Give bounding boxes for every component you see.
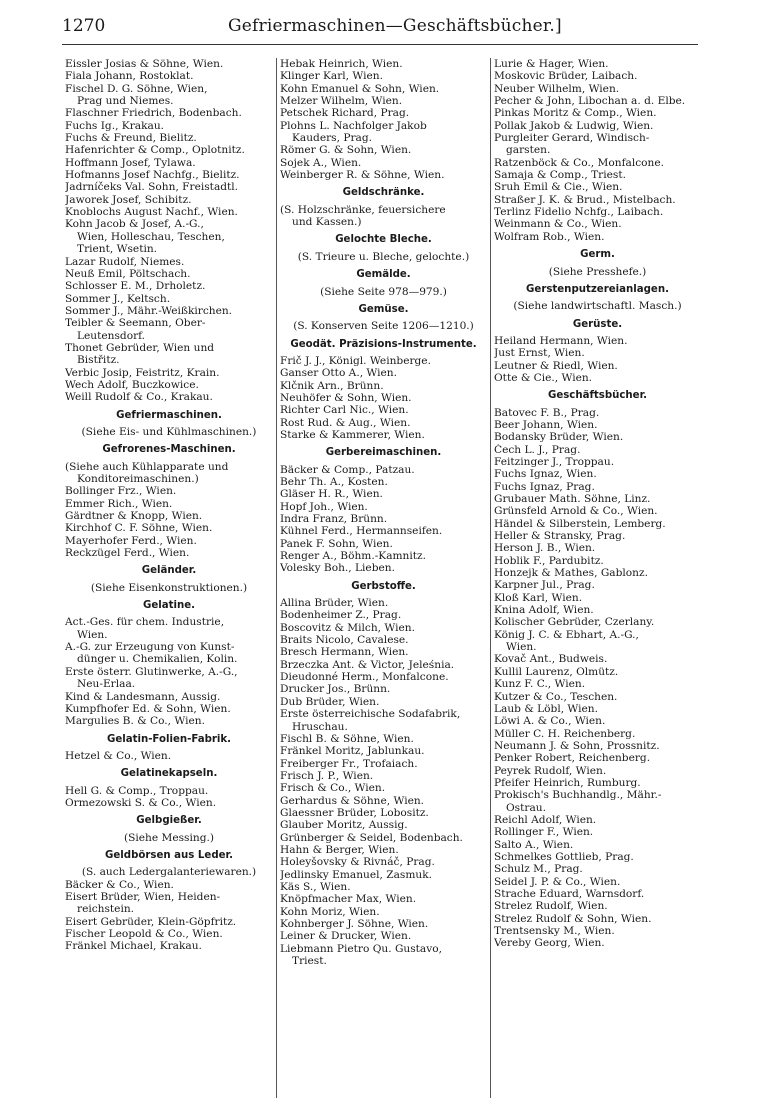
directory-entry: Pollak Jakob & Ludwig, Wien. xyxy=(494,119,654,132)
directory-entry: Just Ernst, Wien. xyxy=(494,347,585,360)
directory-entry: Schulz M., Prag. xyxy=(494,863,583,876)
entry-continuation: Prag und Niemes. xyxy=(77,95,174,108)
directory-entry: Schlosser E. M., Drholetz. xyxy=(65,280,206,293)
directory-entry: Leiner & Drucker, Wien. xyxy=(280,930,412,943)
directory-entry: Kirchhof C. F. Söhne, Wien. xyxy=(65,522,213,535)
directory-entry: Lazar Rudolf, Niemes. xyxy=(65,255,185,268)
directory-entry: Kolischer Gebrüder, Czerlany. xyxy=(494,616,655,629)
directory-entry: Moskovic Brüder, Laibach. xyxy=(494,70,638,83)
header-rule xyxy=(62,44,698,45)
directory-entry: Seidel J. P. & Co., Wien. xyxy=(494,875,621,888)
directory-entry: Knöpfmacher Max, Wien. xyxy=(280,893,417,906)
cross-reference-note: (Siehe Eis- und Kühlmaschinen.) xyxy=(81,425,257,438)
directory-entry: Jedlinsky Emanuel, Zasmuk. xyxy=(280,868,433,881)
directory-entry: Teibler & Seemann, Ober- xyxy=(65,317,206,330)
directory-entry: Bollinger Frz., Wien. xyxy=(65,485,177,498)
directory-entry: Grubauer Math. Söhne, Linz. xyxy=(494,493,651,505)
column-2 xyxy=(276,58,490,1098)
directory-entry: Pfeifer Heinrich, Rumburg. xyxy=(494,776,641,789)
directory-entry: Melzer Wilhelm, Wien. xyxy=(280,95,403,108)
directory-entry: Heiland Hermann, Wien. xyxy=(494,334,628,347)
directory-entry: Kühnel Ferd., Hermannseifen. xyxy=(280,525,443,538)
directory-entry: (S. Holzschränke, feuersichere xyxy=(280,203,446,216)
section-heading: Gefriermaschinen. xyxy=(116,409,222,421)
directory-entry: Hetzel & Co., Wien. xyxy=(65,749,172,762)
directory-entry: Hoffmann Josef, Tylawa. xyxy=(65,156,196,169)
directory-entry: Fischer Leopold & Co., Wien. xyxy=(65,928,223,940)
directory-entry: Rollinger F., Wien. xyxy=(494,826,594,839)
directory-entry: Kumpfhofer Ed. & Sohn, Wien. xyxy=(65,702,231,715)
directory-entry: Kovač Ant., Budweis. xyxy=(494,653,608,666)
directory-entry: Gärdtner & Knopp, Wien. xyxy=(65,510,203,523)
directory-entry: Fuchs Ig., Krakau. xyxy=(65,119,165,132)
directory-entry: Hoblik F., Pardubitz. xyxy=(494,554,604,567)
directory-entry: Heller & Stransky, Prag. xyxy=(494,530,626,543)
directory-entry: Beer Johann, Wien. xyxy=(494,418,598,431)
directory-entry: Fuchs Ignaz, Prag. xyxy=(494,480,595,493)
directory-entry: Jaworek Josef, Schibitz. xyxy=(65,193,192,206)
directory-entry: (Siehe auch Kühlapparate und xyxy=(65,460,229,473)
cross-reference-note: (Siehe Seite 978—979.) xyxy=(320,285,447,298)
directory-entry: Wech Adolf, Buczkowice. xyxy=(65,378,199,391)
directory-entry: Frič J. J., Königl. Weinberge. xyxy=(280,354,431,367)
directory-entry: Čech L. J., Prag. xyxy=(494,443,581,456)
directory-entry: Kutzer & Co., Teschen. xyxy=(494,690,618,703)
cross-reference-note: (Siehe Presshefe.) xyxy=(548,265,647,278)
directory-entry: Grünberger & Seidel, Bodenbach. xyxy=(280,831,463,844)
directory-entry: Reckzügel Ferd., Wien. xyxy=(65,547,190,560)
directory-entry: Ormezowski S. & Co., Wien. xyxy=(65,796,217,809)
column-1 xyxy=(62,58,276,1098)
directory-entry: Erste österr. Glutinwerke, A.-G., xyxy=(65,665,238,678)
directory-entry: Eisert Brüder, Wien, Heiden- xyxy=(65,890,221,903)
section-heading: Gelochte Bleche. xyxy=(335,234,432,246)
section-heading: Geschäftsbücher. xyxy=(547,390,648,402)
directory-entry: Bresch Hermann, Wien. xyxy=(280,646,409,659)
directory-entry: Vereby Georg, Wien. xyxy=(494,937,605,950)
directory-entry: Volesky Boh., Lieben. xyxy=(280,562,395,575)
section-heading: Gerüste. xyxy=(572,318,623,330)
directory-entry: Hell G. & Comp., Troppau. xyxy=(65,784,209,797)
directory-entry: Müller C. H. Reichenberg. xyxy=(494,727,636,740)
entry-continuation: und Kassen.) xyxy=(292,216,362,229)
cross-reference-note: (Siehe Eisenkonstruktionen.) xyxy=(90,581,248,594)
directory-entry: Eissler Josias & Söhne, Wien. xyxy=(65,58,224,70)
directory-entry: Fränkel Moritz, Jablunkau. xyxy=(280,745,425,758)
directory-entry: Glauber Moritz, Aussig. xyxy=(280,819,408,832)
directory-entry: Gerhardus & Söhne, Wien. xyxy=(280,794,425,807)
directory-entry: Batovec F. B., Prag. xyxy=(494,406,600,419)
directory-entry: Purgleiter Gerard, Windisch- xyxy=(494,132,650,145)
entry-continuation: Kauders, Prag. xyxy=(292,132,372,145)
directory-entry: Kohn Jacob & Josef, A.-G., xyxy=(65,218,204,231)
directory-entry: Händel & Silberstein, Lemberg. xyxy=(494,517,666,530)
running-head: Gefriermaschinen—Geschäftsbücher.] xyxy=(228,16,562,36)
directory-entry: Bäcker & Comp., Patzau. xyxy=(280,463,415,476)
directory-entry: Holeyšovsky & Rivnáč, Prag. xyxy=(280,856,435,869)
entry-continuation: Wien. xyxy=(77,628,108,641)
directory-entry: Dub Brüder, Wien. xyxy=(280,695,380,708)
directory-entry: Act.-Ges. für chem. Industrie, xyxy=(65,616,225,629)
directory-entry: Hofmanns Josef Nachfg., Bielitz. xyxy=(65,169,240,182)
directory-entry: Frisch & Co., Wien. xyxy=(280,782,386,795)
directory-entry: Flaschner Friedrich, Bodenbach. xyxy=(65,107,242,120)
cross-reference-note: (Siehe landwirtschaftl. Masch.) xyxy=(513,300,682,313)
directory-entry: Otte & Cie., Wien. xyxy=(494,371,593,384)
section-heading: Geldbörsen aus Leder. xyxy=(105,849,233,861)
directory-entry: Penker Robert, Reichenberg. xyxy=(494,752,651,765)
directory-entry: Strache Eduard, Warnsdorf. xyxy=(494,888,645,900)
directory-entry: Allina Brüder, Wien. xyxy=(280,597,389,610)
directory-entry: Sojek A., Wien. xyxy=(280,156,362,169)
directory-entry: Trentsensky M., Wien. xyxy=(494,925,615,938)
directory-entry: Lurie & Hager, Wien. xyxy=(494,58,609,70)
directory-entry: Hafenrichter & Comp., Oplotnitz. xyxy=(65,144,245,157)
directory-entry: Dieudonné Herm., Monfalcone. xyxy=(280,671,449,684)
directory-entry: Samaja & Comp., Triest. xyxy=(494,169,626,182)
directory-entry: Römer G. & Sohn, Wien. xyxy=(280,144,412,157)
directory-entry: Fränkel Michael, Krakau. xyxy=(65,940,202,953)
directory-entry: Kullil Laurenz, Olmütz. xyxy=(494,665,619,678)
entry-continuation: Hruschau. xyxy=(292,720,348,733)
section-heading: Germ. xyxy=(580,249,615,261)
directory-entry: Drucker Jos., Brünn. xyxy=(280,683,391,696)
directory-entry: Sommer J., Mähr.-Weißkirchen. xyxy=(65,304,233,317)
entry-continuation: Neu-Erlaa. xyxy=(77,678,136,691)
directory-entry: Peyrek Rudolf, Wien. xyxy=(494,764,607,777)
directory-entry: Wolfram Rob., Wien. xyxy=(494,230,605,243)
directory-entry: Löwi A. & Co., Wien. xyxy=(494,715,606,728)
section-heading: Gerstenputzereianlagen. xyxy=(526,283,669,295)
section-heading: Gelatine. xyxy=(142,600,196,612)
directory-entry: Emmer Rich., Wien. xyxy=(65,497,173,510)
entry-continuation: garsten. xyxy=(506,144,551,157)
entry-continuation: Wien, Holleschau, Teschen, xyxy=(77,230,225,243)
directory-entry: Hahn & Berger, Wien. xyxy=(280,843,399,856)
cross-reference-note: (S. Konserven Seite 1206—1210.) xyxy=(293,320,474,333)
directory-entry: Richter Carl Nic., Wien. xyxy=(280,404,409,417)
directory-entry: Laub & Löbl, Wien. xyxy=(494,702,598,715)
directory-entry: Thonet Gebrüder, Wien und xyxy=(65,341,215,354)
directory-entry: Knina Adolf, Wien. xyxy=(494,604,594,617)
directory-entry: Herson J. B., Wien. xyxy=(494,542,596,555)
directory-entry: Käs S., Wien. xyxy=(280,880,351,893)
directory-entry: Neumann J. & Sohn, Prossnitz. xyxy=(494,739,660,752)
directory-entry: Ganser Otto A., Wien. xyxy=(280,367,397,380)
directory-entry: Mayerhofer Ferd., Wien. xyxy=(65,534,197,547)
entry-continuation: Trient, Wsetin. xyxy=(77,243,158,256)
directory-entry: Neuß Emil, Pöltschach. xyxy=(65,267,191,280)
directory-entry: Pecher & John, Libochan a. d. Elbe. xyxy=(494,95,686,108)
directory-entry: Eisert Gebrüder, Klein-Göpfritz. xyxy=(65,915,237,928)
column-3 xyxy=(490,58,704,1098)
directory-entry: Schmelkes Gottlieb, Prag. xyxy=(494,850,634,863)
section-heading: Gemüse. xyxy=(358,303,409,315)
directory-entry: Fuchs Ignaz, Wien. xyxy=(494,468,597,481)
directory-entry: Feitzinger J., Troppau. xyxy=(494,455,615,468)
directory-entry: Strelez Rudolf & Sohn, Wien. xyxy=(494,912,652,925)
cross-reference-note: (S. Trieure u. Bleche, gelochte.) xyxy=(297,250,470,263)
directory-entry: Starke & Kammerer, Wien. xyxy=(280,428,425,441)
directory-entry: Panek F. Sohn, Wien. xyxy=(280,537,393,550)
entry-continuation: Wien. xyxy=(506,641,537,654)
directory-entry: Strelez Rudolf, Wien. xyxy=(494,900,608,913)
directory-entry: Neuber Wilhelm, Wien. xyxy=(494,82,620,95)
directory-entry: Weill Rudolf & Co., Krakau. xyxy=(65,391,213,404)
directory-entry: Prokisch's Buchhandlg., Mähr.- xyxy=(494,789,662,802)
section-heading: Gerbereimaschinen. xyxy=(325,447,442,459)
directory-entry: Sommer J., Keltsch. xyxy=(65,292,171,305)
directory-entry: Leutner & Riedl, Wien. xyxy=(494,359,618,372)
entry-continuation: reichstein. xyxy=(77,903,135,916)
directory-entry: Margulies B. & Co., Wien. xyxy=(65,715,205,728)
directory-entry: Karpner Jul., Prag. xyxy=(494,579,595,592)
directory-entry: Rost Rud. & Aug., Wien. xyxy=(280,416,411,429)
directory-entry: Braits Nicolo, Cavalese. xyxy=(280,634,409,647)
section-heading: Gemälde. xyxy=(356,269,411,281)
directory-entry: Straßer J. K. & Brud., Mistelbach. xyxy=(494,193,676,206)
directory-entry: Verbic Josip, Feistritz, Krain. xyxy=(65,366,220,379)
section-heading: Geldschränke. xyxy=(342,187,425,199)
directory-entry: Boscovitz & Milch, Wien. xyxy=(280,621,415,634)
directory-entry: Fuchs & Freund, Bielitz. xyxy=(65,132,197,145)
directory-entry: Bodenheimer Z., Prag. xyxy=(280,609,402,622)
directory-entry: Klčnik Arn., Brünn. xyxy=(280,379,384,392)
directory-entry: Jadrníčeks Val. Sohn, Freistadtl. xyxy=(65,181,239,194)
directory-entry: Hopf Joh., Wien. xyxy=(280,500,368,513)
directory-entry: Kohn Moriz, Wien. xyxy=(280,905,380,918)
directory-entry: Behr Th. A., Kosten. xyxy=(280,475,388,488)
directory-entry: Knoblochs August Nachf., Wien. xyxy=(65,206,238,219)
directory-entry: Fischel D. G. Söhne, Wien, xyxy=(65,82,208,95)
section-heading: Gerbstoffe. xyxy=(351,580,416,592)
directory-entry: Freiberger Fr., Trofaiach. xyxy=(280,757,418,770)
directory-columns xyxy=(62,58,706,1098)
directory-entry: Salto A., Wien. xyxy=(494,838,574,851)
directory-entry: Kohnberger J. Söhne, Wien. xyxy=(280,918,429,930)
cross-reference-note: (S. auch Ledergalanteriewaren.) xyxy=(81,866,257,879)
directory-entry: Frisch J. P., Wien. xyxy=(280,769,374,782)
entry-continuation: Triest. xyxy=(292,955,327,968)
section-heading: Geländer. xyxy=(141,565,197,577)
directory-entry: Brzeczka Ant. & Victor, Jeleśnia. xyxy=(280,658,455,671)
directory-entry: Terlinz Fidelio Nchfg., Laibach. xyxy=(494,206,664,219)
directory-entry: Klinger Karl, Wien. xyxy=(280,70,383,83)
directory-entry: Weinberger R. & Söhne, Wien. xyxy=(280,169,445,182)
directory-entry: Honzejk & Mathes, Gablonz. xyxy=(494,567,648,580)
directory-entry: Ratzenböck & Co., Monfalcone. xyxy=(494,156,664,169)
directory-entry: Grünsfeld Arnold & Co., Wien. xyxy=(494,505,658,518)
section-heading: Gelbgießer. xyxy=(136,815,202,827)
section-heading: Gefrorenes-Maschinen. xyxy=(102,444,236,456)
directory-entry: Neuhöfer & Sohn, Wien. xyxy=(280,391,412,404)
directory-entry: Sruh Emil & Cie., Wien. xyxy=(494,181,623,194)
directory-entry: Glaessner Brüder, Lobositz. xyxy=(280,806,429,819)
directory-entry: Reichl Adolf, Wien. xyxy=(494,813,597,826)
entry-continuation: Leutensdorf. xyxy=(77,329,146,342)
directory-entry: Bodansky Brüder, Wien. xyxy=(494,431,624,444)
directory-entry: Renger A., Böhm.-Kamnitz. xyxy=(280,550,426,563)
section-heading: Geodät. Präzisions-Instrumente. xyxy=(290,338,477,350)
directory-entry: Bäcker & Co., Wien. xyxy=(65,878,174,891)
directory-entry: Kloß Karl, Wien. xyxy=(494,591,583,604)
entry-continuation: Ostrau. xyxy=(506,801,546,814)
directory-entry: Indra Franz, Brünn. xyxy=(280,513,388,525)
entry-continuation: Konditoreimaschinen.) xyxy=(77,473,199,485)
directory-entry: Petschek Richard, Prag. xyxy=(280,107,410,120)
directory-entry: A.-G. zur Erzeugung von Kunst- xyxy=(65,641,235,654)
directory-entry: Fischl B. & Söhne, Wien. xyxy=(280,732,414,745)
page-number: 1270 xyxy=(62,16,106,36)
directory-entry: Liebmann Pietro Qu. Gustavo, xyxy=(280,942,442,955)
directory-entry: Plohns L. Nachfolger Jakob xyxy=(280,119,427,132)
directory-entry: Kohn Emanuel & Sohn, Wien. xyxy=(280,82,440,95)
directory-entry: König J. C. & Ebhart, A.-G., xyxy=(494,628,639,641)
section-heading: Gelatin-Folien-Fabrik. xyxy=(106,733,232,745)
section-heading: Gelatinekapseln. xyxy=(120,768,218,780)
cross-reference-note: (Siehe Messing.) xyxy=(124,831,214,844)
directory-entry: Fiala Johann, Rostoklat. xyxy=(65,70,194,83)
directory-entry: Hebak Heinrich, Wien. xyxy=(280,58,403,70)
directory-entry: Weinmann & Co., Wien. xyxy=(494,218,622,231)
directory-entry: Gläser H. R., Wien. xyxy=(280,488,383,501)
directory-entry: Erste österreichische Sodafabrik, xyxy=(280,708,461,721)
directory-entry: Kind & Landesmann, Aussig. xyxy=(65,690,221,703)
directory-entry: Pinkas Moritz & Comp., Wien. xyxy=(494,107,657,120)
entry-continuation: Bistřitz. xyxy=(77,354,120,367)
entry-continuation: dünger u. Chemikalien, Kolin. xyxy=(77,653,238,666)
directory-entry: Kunz F. C., Wien. xyxy=(494,678,586,691)
